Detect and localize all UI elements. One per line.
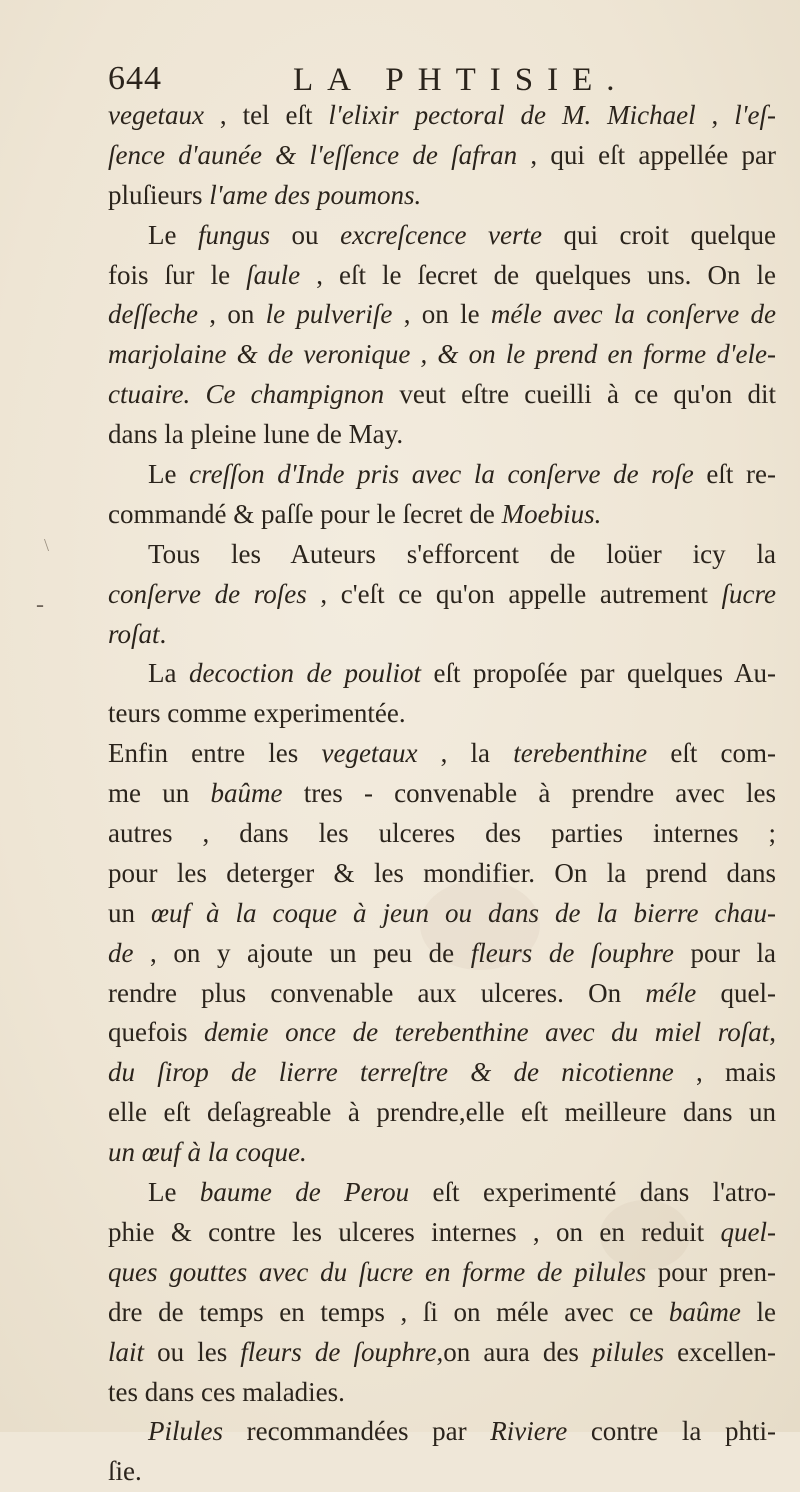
- text-run: pour la: [673, 937, 776, 968]
- text-line: [108, 216, 776, 256]
- italic-text: ſence d'aunée & l'eſſence de ſafran: [108, 139, 518, 170]
- text-line: [108, 256, 776, 296]
- text-run: ou: [270, 219, 341, 250]
- italic-text: creſſon d'Inde pris avec la conſerve de roſe: [189, 459, 694, 490]
- text-run: ,on aura des: [436, 1336, 592, 1367]
- italic-text: roſat: [108, 618, 160, 649]
- italic-text: marjolaine & de veronique , & on le prend en forme d'ele-: [108, 339, 776, 370]
- italic-text: fleurs de ſouphre: [470, 937, 674, 968]
- body-text: [108, 96, 776, 1492]
- text-line: [108, 1213, 776, 1253]
- italic-text: demie once de terebenthine avec du miel roſat: [204, 1017, 770, 1048]
- text-run: , on y ajoute un peu de: [133, 937, 471, 968]
- italic-text: l'eſ-: [734, 100, 777, 130]
- italic-text: du ſirop de lierre terreſtre & de nicotienne: [108, 1057, 674, 1088]
- text-run: fois ſur le: [108, 259, 247, 290]
- text-line: [108, 654, 776, 694]
- text-run: contre la phti-: [567, 1416, 776, 1447]
- text-run: , on: [197, 299, 266, 330]
- italic-text: conſerve de roſes: [108, 578, 307, 609]
- italic-text: fleurs de ſouphre: [240, 1336, 437, 1367]
- text-run: excellen-: [663, 1336, 776, 1367]
- text-run: Le: [148, 219, 199, 250]
- text-run: Tous les Auteurs s'efforcent de loüer icy la: [148, 538, 776, 569]
- text-line: [108, 1373, 776, 1413]
- text-run: , on le: [392, 299, 491, 330]
- text-run: , eſt le ſecret de quelques uns. On le: [300, 259, 776, 290]
- italic-text: lait: [108, 1336, 145, 1367]
- text-run: Le: [148, 1177, 200, 1208]
- italic-text: decoction de pouliot: [189, 658, 421, 689]
- text-line: [108, 1293, 776, 1333]
- text-run: pour pren-: [646, 1256, 776, 1287]
- text-run: eſt com-: [647, 738, 776, 769]
- text-line: [108, 814, 776, 854]
- text-run: , tel eſt: [203, 100, 329, 130]
- italic-text: vegetaux: [108, 100, 204, 130]
- text-line: [108, 694, 776, 734]
- text-run: , mais: [673, 1057, 776, 1088]
- text-line: [108, 894, 776, 934]
- text-line: [108, 1412, 776, 1452]
- text-run: eſt experimenté dans l'atro-: [409, 1177, 777, 1208]
- text-line: [108, 575, 776, 615]
- italic-text: méle: [645, 977, 697, 1008]
- text-run: dans la pleine lune de May.: [108, 419, 404, 450]
- running-title: LA PHTISIE.: [293, 62, 629, 98]
- italic-text: baûme: [668, 1296, 741, 1327]
- page-number: 644: [108, 60, 162, 97]
- margin-mark: -: [36, 592, 44, 618]
- text-line: [108, 1053, 776, 1093]
- text-run: Enfin entre les: [108, 738, 322, 769]
- text-run: quefois: [108, 1017, 205, 1048]
- text-run: teurs comme experimentée.: [108, 698, 406, 729]
- text-line: [108, 136, 776, 176]
- italic-text: un œuf à la coque.: [108, 1137, 307, 1168]
- italic-text: l'elixir pectoral de M. Michael: [328, 100, 696, 130]
- text-line: [108, 934, 776, 974]
- text-run: me un: [108, 778, 211, 809]
- italic-text: vegetaux: [321, 738, 418, 769]
- italic-text: baume de Perou: [199, 1177, 410, 1208]
- text-run: veut eſtre cueilli à ce qu'on dit: [384, 379, 777, 410]
- text-line: [108, 415, 776, 455]
- italic-text: pilules: [591, 1336, 664, 1367]
- text-run: le: [740, 1296, 776, 1327]
- italic-text: de: [108, 937, 134, 968]
- text-run: eſt propoſée par quelques Au-: [420, 658, 776, 689]
- text-run: un: [108, 897, 152, 928]
- text-run: commandé & paſſe pour le ſecret de: [108, 498, 502, 529]
- text-run: qui croit quelque: [541, 219, 777, 250]
- text-run: Le: [148, 459, 190, 490]
- italic-text: ſaule: [246, 259, 301, 290]
- italic-text: le pulveriſe: [265, 299, 393, 330]
- text-run: autres , dans les ulceres des parties internes ;: [108, 818, 776, 849]
- italic-text: l'ame des poumons.: [209, 179, 422, 210]
- text-line: [108, 1452, 776, 1492]
- text-run: , c'eſt ce qu'on appelle autrement: [306, 578, 722, 609]
- text-run: eſt re-: [693, 459, 776, 490]
- text-line: [108, 774, 776, 814]
- text-line: [108, 96, 776, 136]
- text-run: pour les deterger & les mondifier. On la prend dans: [108, 857, 776, 888]
- text-line: [108, 974, 776, 1014]
- text-run: recommandées par: [223, 1416, 491, 1447]
- text-run: .: [159, 618, 167, 649]
- text-run: dre de temps en temps , ſi on méle avec ce: [108, 1296, 669, 1327]
- text-line: [108, 854, 776, 894]
- text-run: ,: [695, 100, 735, 130]
- italic-text: ctuaire. Ce champignon: [108, 379, 385, 410]
- text-line: [108, 295, 776, 335]
- italic-text: Pilules: [148, 1416, 223, 1447]
- italic-text: quel-: [720, 1216, 776, 1247]
- text-line: [108, 455, 776, 495]
- text-line: [108, 176, 776, 216]
- text-line: [108, 615, 776, 655]
- text-run: ,: [769, 1017, 777, 1048]
- text-run: La: [148, 658, 189, 689]
- italic-text: œuf à la coque à jeun ou dans de la bierre chau-: [151, 897, 777, 928]
- text-run: tres - convenable à prendre avec les: [282, 778, 776, 809]
- text-run: ou les: [144, 1336, 241, 1367]
- text-run: , la: [417, 738, 514, 769]
- text-run: elle eſt deſagreable à prendre,elle eſt meilleure dans un: [108, 1097, 776, 1128]
- text-run: ſie.: [108, 1456, 142, 1487]
- text-run: rendre plus convenable aux ulceres. On: [108, 977, 646, 1008]
- text-line: [108, 734, 776, 774]
- text-line: [108, 1253, 776, 1293]
- text-run: tes dans ces maladies.: [108, 1376, 345, 1407]
- italic-text: ſucre: [721, 578, 776, 609]
- italic-text: excreſcence verte: [340, 219, 542, 250]
- italic-text: méle avec la conſerve de: [490, 299, 776, 330]
- italic-text: ques gouttes avec du ſucre en forme de pilules: [108, 1256, 647, 1287]
- text-line: [108, 495, 776, 535]
- text-line: [108, 1173, 776, 1213]
- margin-mark: \: [44, 535, 50, 555]
- italic-text: terebenthine: [513, 738, 648, 769]
- text-run: pluſieurs: [108, 179, 210, 210]
- text-line: [108, 1133, 776, 1173]
- text-line: [108, 1333, 776, 1373]
- italic-text: baûme: [210, 778, 283, 809]
- text-line: [108, 1013, 776, 1053]
- text-line: [108, 535, 776, 575]
- text-line: [108, 375, 776, 415]
- text-line: [108, 335, 776, 375]
- text-run: quel-: [696, 977, 776, 1008]
- italic-text: deſſeche: [108, 299, 198, 330]
- italic-text: fungus: [198, 219, 271, 250]
- italic-text: Moebius.: [501, 498, 602, 529]
- text-run: , qui eſt appellée par: [517, 139, 776, 170]
- italic-text: Riviere: [490, 1416, 568, 1447]
- text-run: phie & contre les ulceres internes , on en reduit: [108, 1216, 721, 1247]
- text-line: [108, 1093, 776, 1133]
